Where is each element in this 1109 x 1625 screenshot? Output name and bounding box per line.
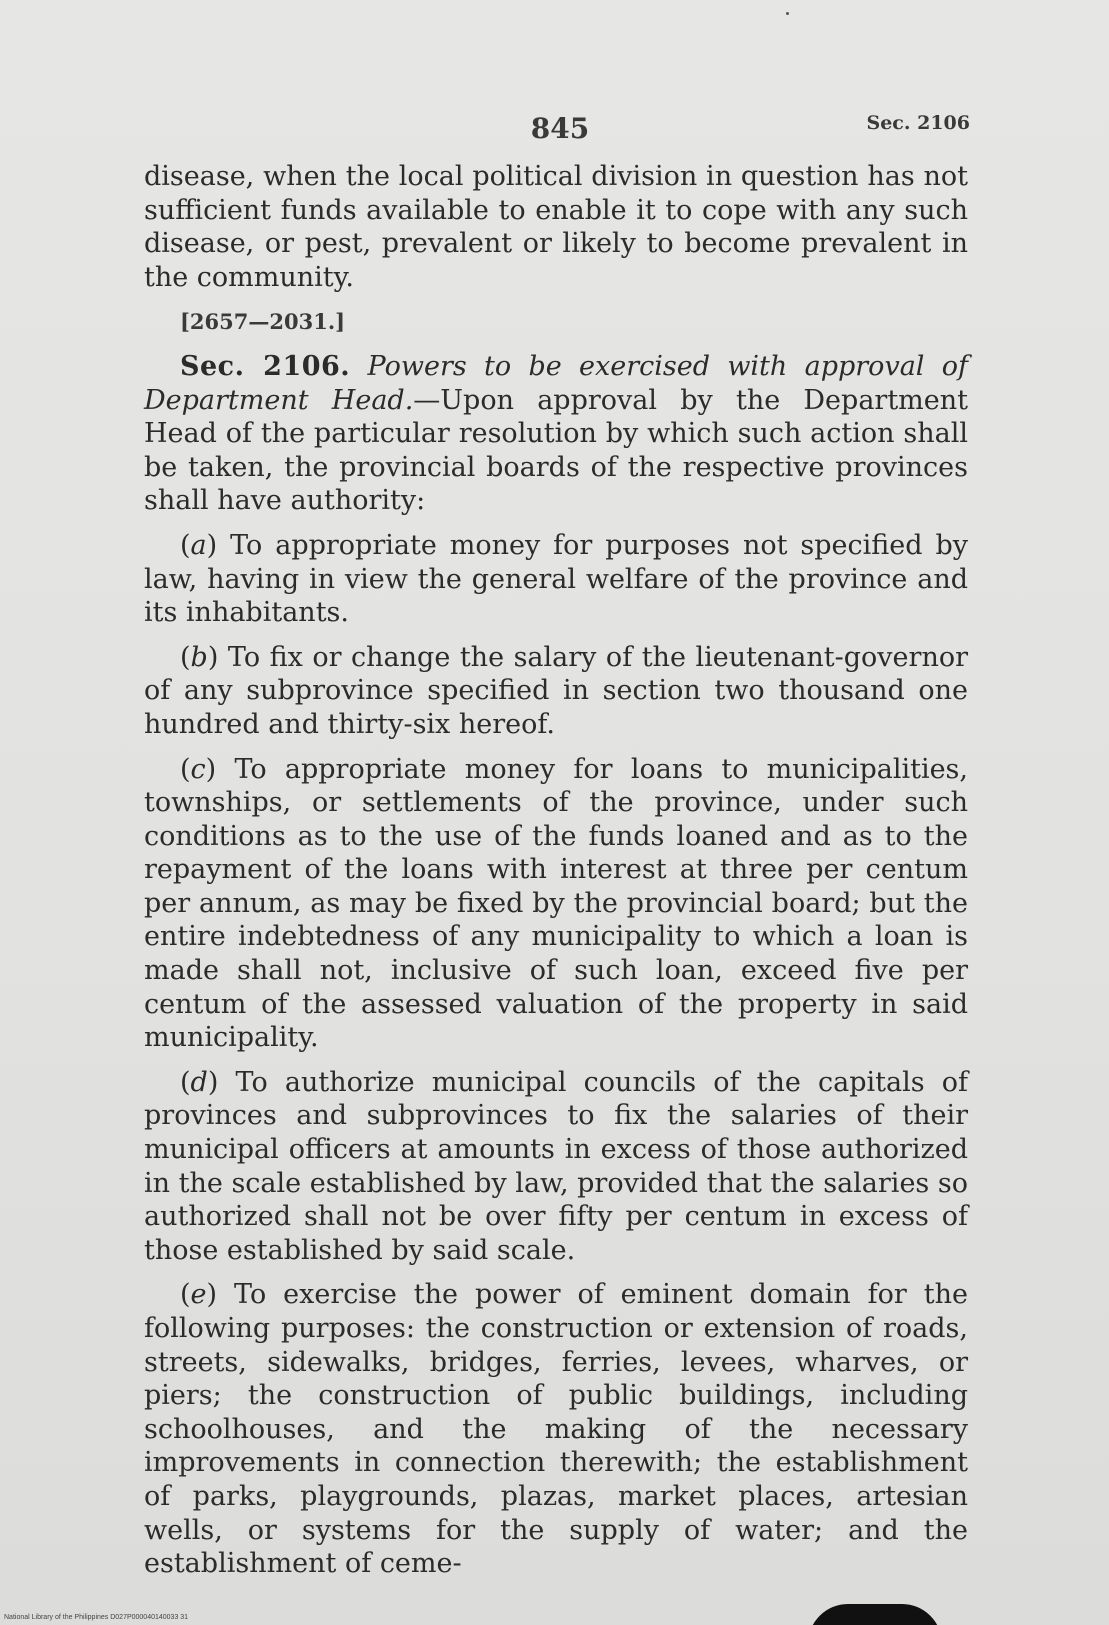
item-letter: e <box>190 1279 207 1311</box>
page-text <box>144 160 968 1592</box>
scan-credit: National Library of the Philippines D027P000040140033 31 <box>4 1614 189 1621</box>
section-heading-paragraph <box>144 350 968 518</box>
section-title: Powers to be exercised with approval of Department Head. <box>144 350 968 416</box>
page-number: 845 <box>530 112 590 145</box>
item-text: To authorize municipal councils of the capitals of provinces and subprovinces to fix the salaries of their municipal officers at amounts in excess of those authorized in the scale established by law, provided that the salaries so authorized shall not be over fifty per centum in excess of those established by said scale. <box>144 1066 968 1266</box>
list-item-d: (d) To authorize municipal councils of the capitals of provinces and subprovinces to fix the salaries of their municipal officers at amounts in excess of those authorized in the scale established by law, provided that the salaries so authorized shall not be over fifty per centum in excess of those established by said scale. <box>144 1066 968 1266</box>
list-item-c: (c) To appropriate money for loans to municipalities, townships, or settlements of the province, under such conditions as to the use of the funds loaned and as to the repayment of the loans with interest at three per centum per annum, as may be fixed by the provincial board; but the entire indebtedness of any municipality to which a loan is made shall not, inclusive of such loan, exceed five per centum of the assessed valuation of the property in said municipality. <box>144 753 969 1054</box>
item-text: To fix or change the salary of the lieutenant-governor of any subprovince specified in section two thousand one hundred and thirty-six hereof. <box>144 641 968 740</box>
citation: [2657—2031.] <box>180 309 346 335</box>
item-letter: d <box>190 1066 208 1098</box>
list-item-b: (b) To fix or change the salary of the lieutenant-governor of any subprovince specified in section two thousand one hundred and thirty-six hereof. <box>144 641 968 740</box>
item-letter: a <box>190 529 207 561</box>
section-label: Sec. 2106. <box>180 350 351 382</box>
item-text: To appropriate money for purposes not specified by law, having in view the general welfare of the province and its inhabitants. <box>144 529 968 629</box>
running-section-ref: Sec. 2106 <box>866 112 970 134</box>
item-text: To appropriate money for loans to municipalities, townships, or settlements of the province, under such conditions as to the use of the funds loaned and as to the repayment of the loans with interest at three per centum per annum, as may be fixed by the provincial board; but the entire indebtedness of any municipality to which a loan is made shall not, inclusive of such loan, exceed five per centum of the assessed valuation of the property in said municipality. <box>144 753 969 1054</box>
item-letter: b <box>190 641 208 673</box>
item-letter: c <box>190 753 206 785</box>
continued-paragraph: disease, when the local political division in question has not sufficient funds available to enable it to cope with any such disease, or pest, prevalent or likely to become prevalent in the community. <box>144 161 968 293</box>
list-item-e: (e) To exercise the power of eminent domain for the following purposes: the construction or extension of roads, streets, sidewalks, bridges, ferries, levees, wharves, or piers; the construction of public buildings, including schoolhouses, and the making of the necessary improvements in connection therewith; the establishment of parks, playgrounds, plazas, market places, artesian wells, or systems for the supply of water; and the establishment of ceme- <box>144 1279 968 1580</box>
list-item-a: (a) To appropriate money for purposes not specified by law, having in view the general welfare of the province and its inhabitants. <box>144 529 968 629</box>
section-intro: —Upon approval by the Department Head of the particular resolution by which such action shall be taken, the provincial boards of the respective provinces shall have authority: <box>144 384 968 517</box>
dust-speck <box>786 12 789 15</box>
item-text: To exercise the power of eminent domain for the following purposes: the construction or extension of roads, streets, sidewalks, bridges, ferries, levees, wharves, or piers; the construction of public buildings, including schoolhouses, and the making of the necessary improvements in connection therewith; the establishment of parks, playgrounds, plazas, market places, artesian wells, or systems for the supply of water; and the establishment of ceme- <box>144 1279 968 1580</box>
